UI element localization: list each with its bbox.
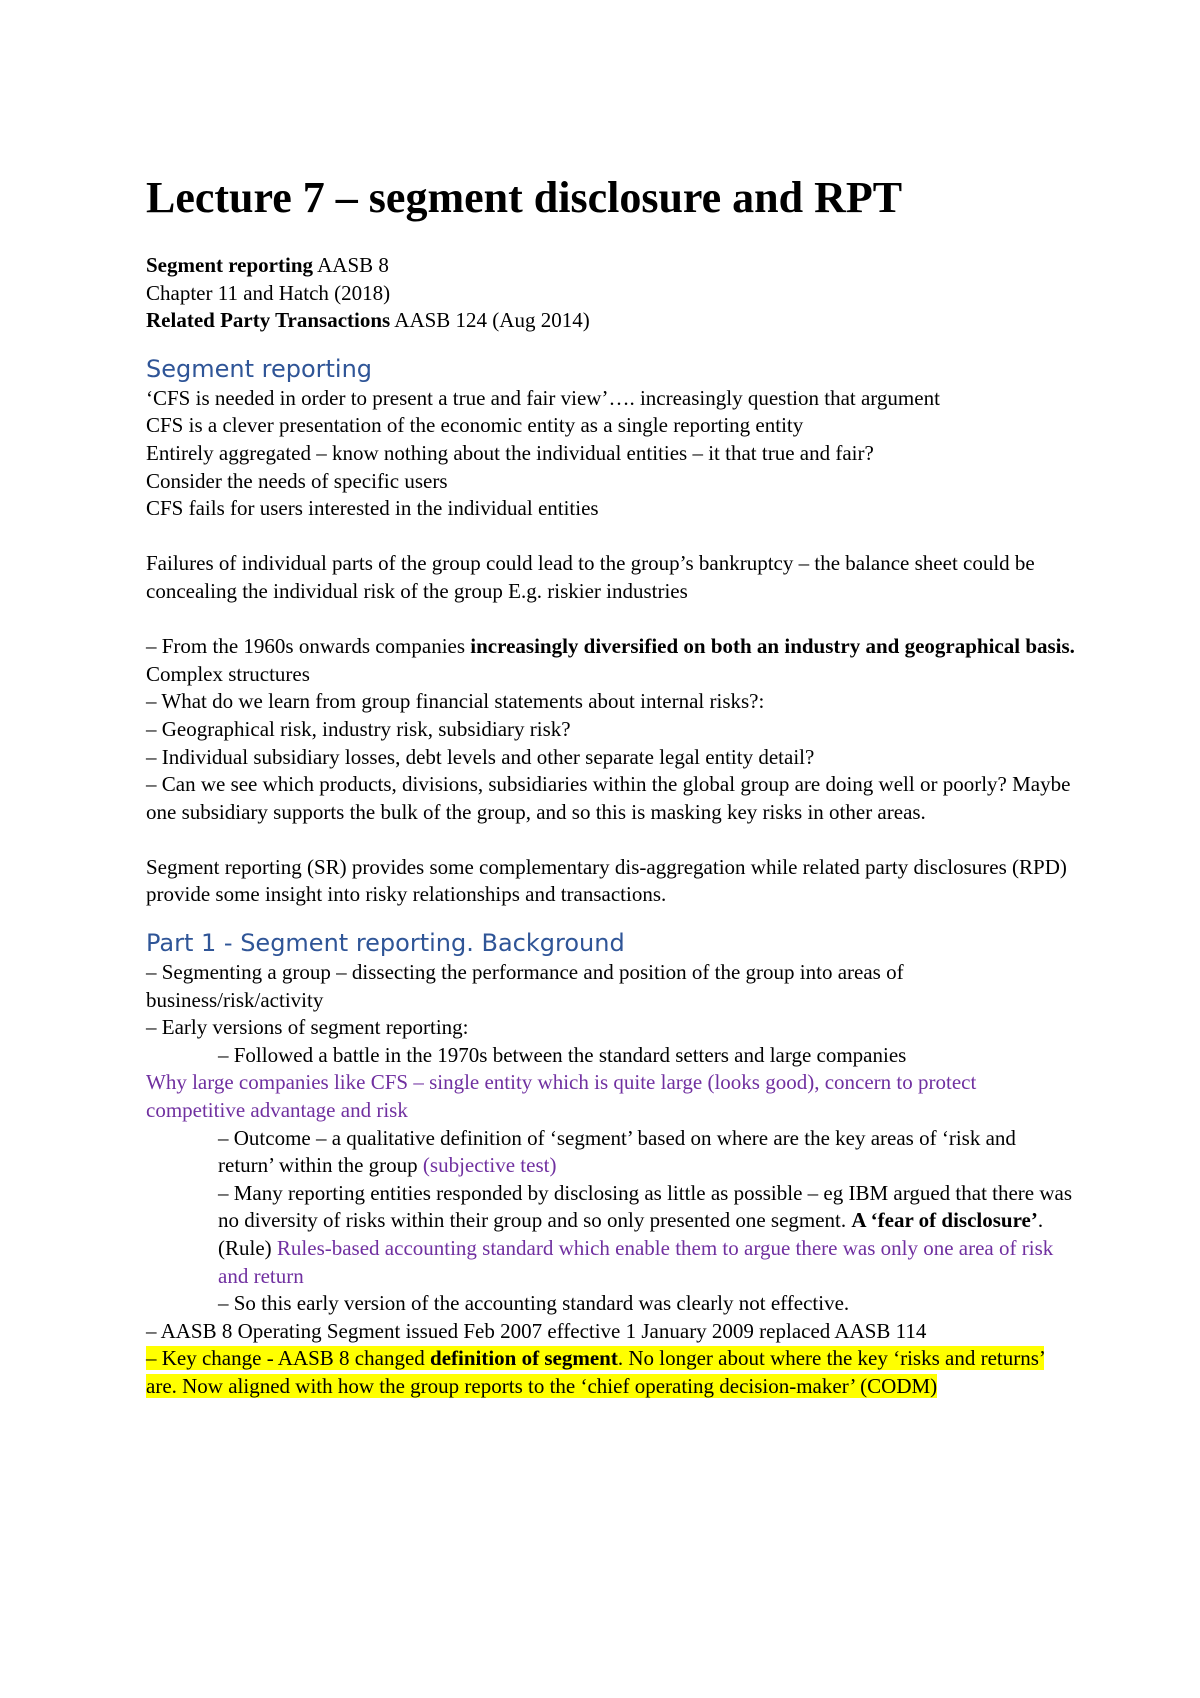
section-heading-part-1: Part 1 - Segment reporting. Background: [146, 929, 625, 958]
text: – Outcome – a qualitative definition of ‘segment’ based on where are the key areas of ‘risk and return’ within the group: [218, 1125, 1016, 1178]
bold-text: definition of segment: [430, 1346, 618, 1371]
s1-paragraph-sr-rpd: Segment reporting (SR) provides some complementary dis-aggregation while related party disclosures (RPD) provide some insight into risky relationships and transactions.: [146, 854, 1067, 907]
s1-dash-line: – Individual subsidiary losses, debt levels and other separate legal entity detail?: [146, 744, 815, 769]
intro-bold-rpt: Related Party Transactions: [146, 308, 391, 333]
purple-text: (subjective test): [422, 1153, 557, 1178]
s2-line: – AASB 8 Operating Segment issued Feb 2007 effective 1 January 2009 replaced AASB 114: [146, 1318, 927, 1343]
intro-bold-segment: Segment reporting: [146, 253, 314, 277]
bold-text: A ‘fear of disclosure’: [851, 1208, 1038, 1233]
s2-purple-note: Why large companies like CFS – single entity which is quite large (looks good), concern to protect competitive advantage and risk: [146, 1070, 977, 1123]
document-content: [146, 170, 1076, 1401]
text: – Key change - AASB 8 changed: [146, 1346, 431, 1371]
s2-highlighted-paragraph: [146, 1345, 1076, 1400]
bold-text: increasingly diversified on both an industry and geographical basis.: [470, 634, 1075, 659]
intro-line-2: Chapter 11 and Hatch (2018): [146, 280, 391, 305]
text: – Many reporting entities responded by disclosing as little as possible – eg IBM argued that there was no diversity of risks within their group and so only presented one segment.: [218, 1180, 1073, 1233]
intro-line-1: [146, 252, 1076, 280]
text: . No longer about where the key ‘risks and returns’ are. Now aligned with how the group reports to the ‘chief operating decision-maker’ (CODM): [146, 1346, 1045, 1398]
text: Complex structures: [146, 661, 310, 686]
s2-indented-line: [146, 1125, 1076, 1180]
s2-line: – Early versions of segment reporting:: [146, 1015, 469, 1040]
s1-dash-line: – What do we learn from group financial statements about internal risks?:: [146, 689, 765, 714]
purple-text: Rules-based accounting standard which enable them to argue there was only one area of risk and return: [218, 1236, 1054, 1288]
section-heading-segment-reporting: Segment reporting: [146, 354, 373, 383]
s1-line: CFS fails for users interested in the individual entities: [146, 496, 599, 521]
s1-line: Entirely aggregated – know nothing about the individual entities – it that true and fair?: [146, 440, 874, 465]
s1-paragraph-diversified: [146, 633, 1076, 688]
s1-line: Consider the needs of specific users: [146, 468, 448, 493]
s1-dash-line: – Can we see which products, divisions, subsidiaries within the global group are doing well or poorly? Maybe one subsidiary supports the bulk of the group, and so this is masking key risks in other areas.: [146, 772, 1071, 824]
s2-indented-line: – So this early version of the accounting standard was clearly not effective.: [218, 1291, 850, 1316]
intro-line-3: [146, 307, 1076, 335]
text: – From the 1960s onwards companies: [146, 634, 471, 659]
intro-rest-1: AASB 8: [313, 253, 389, 277]
s1-line: CFS is a clever presentation of the economic entity as a single reporting entity: [146, 413, 804, 438]
s1-dash-line: – Geographical risk, industry risk, subsidiary risk?: [146, 716, 571, 741]
s1-line: ‘CFS is needed in order to present a true and fair view’…. increasingly question that argument: [146, 385, 940, 410]
text: . (Rule): [218, 1208, 1044, 1260]
s2-indented-line: – Followed a battle in the 1970s between the standard setters and large companies: [218, 1042, 907, 1067]
s1-paragraph-failures: Failures of individual parts of the group could lead to the group’s bankruptcy – the balance sheet could be concealing the individual risk of the group E.g. riskier industries: [146, 551, 1035, 603]
s2-indented-line: [146, 1180, 1076, 1290]
highlighted-text: [146, 1346, 1044, 1398]
document-title: Lecture 7 – segment disclosure and RPT: [146, 173, 903, 222]
intro-rest-3: AASB 124 (Aug 2014): [390, 308, 590, 333]
s2-line: – Segmenting a group – dissecting the performance and position of the group into areas of business/risk/activity: [146, 960, 904, 1012]
